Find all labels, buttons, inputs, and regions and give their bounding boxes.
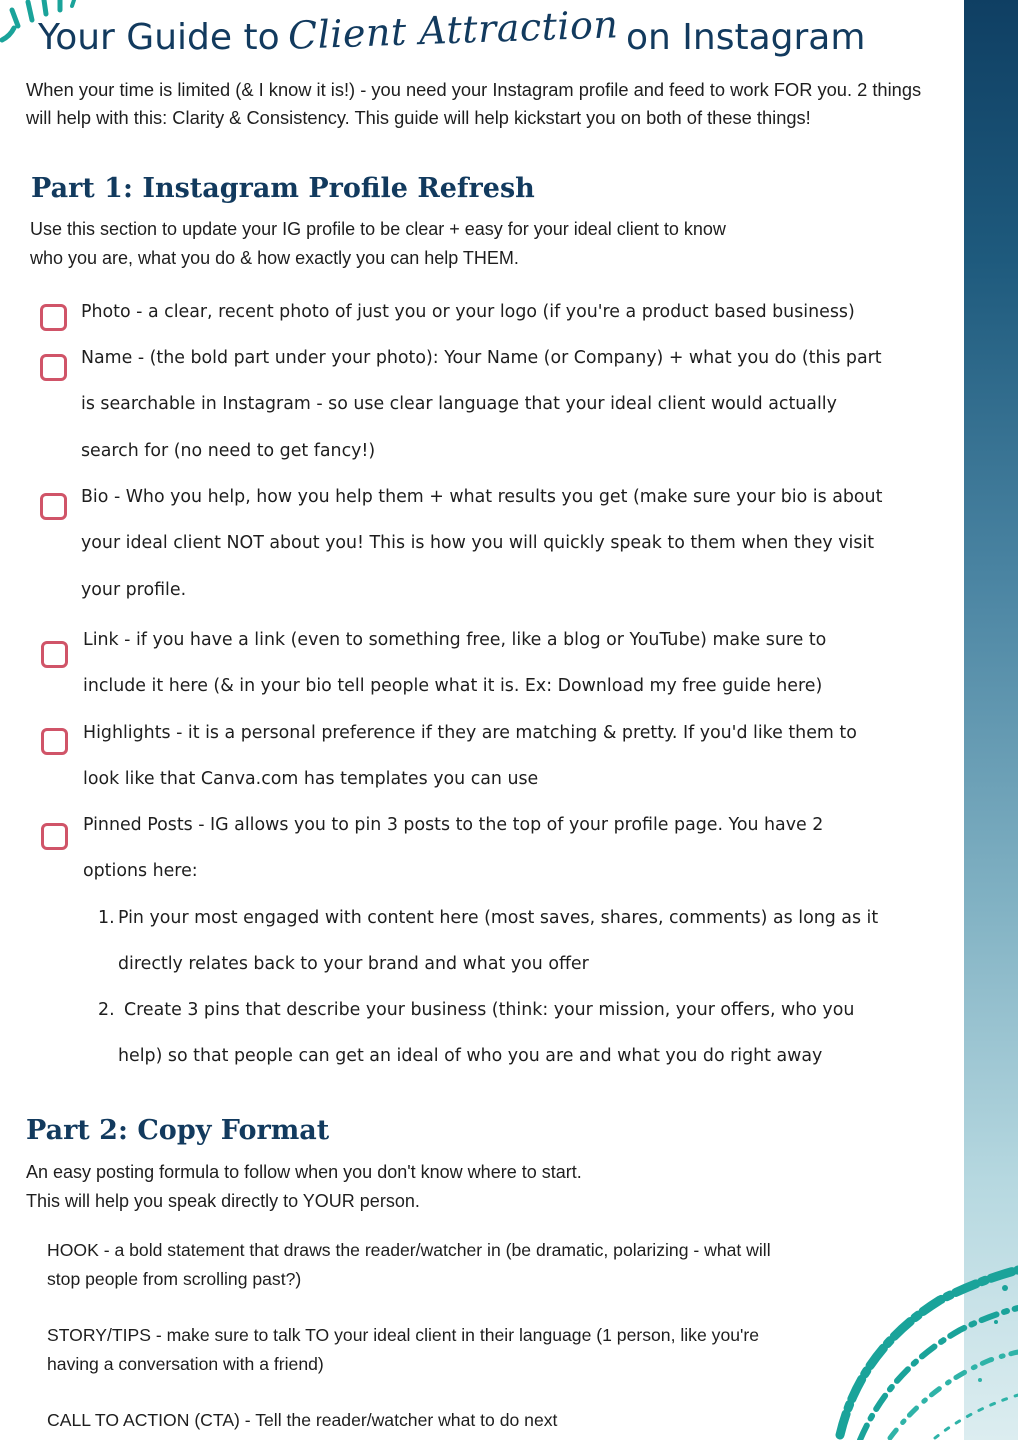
- checklist-item-link: [83, 617, 826, 710]
- item-label: Highlights: [83, 723, 171, 743]
- option-line: directly relates back to your brand and what you offer: [118, 954, 589, 975]
- item-line: is searchable in Instagram - so use clear language that your ideal client would actually: [81, 394, 837, 415]
- option-number: 2.: [98, 1000, 115, 1020]
- checklist-item-name: [81, 335, 882, 474]
- checklist-item-highlights: [83, 710, 857, 803]
- title-script: Client Attraction: [286, 2, 619, 58]
- formula-hook: [47, 1236, 771, 1293]
- part2-heading: Part 2: Copy Format: [26, 1115, 330, 1146]
- item-line: - Who you help, how you help them + what results you get (make sure your bio is about: [113, 487, 883, 507]
- item-label: Name: [81, 348, 133, 368]
- intro-paragraph: When your time is limited (& I know it is!) - you need your Instagram profile and feed to work FOR you. 2 things will help with this: Clarity & Consistency. This guide will help kickstart you on both of these things!: [26, 79, 922, 129]
- part2-desc-line: An easy posting formula to follow when you don't know where to start.: [26, 1162, 582, 1182]
- item-line: your profile.: [81, 579, 187, 600]
- option-line: Create 3 pins that describe your business (think: your mission, your offers, who you: [124, 1000, 855, 1020]
- photo-checkbox[interactable]: [40, 304, 67, 331]
- item-line: - it is a personal preference if they are matching & pretty. If you'd like them to: [176, 723, 857, 743]
- part1-desc-line: Use this section to update your IG profile to be clear + easy for your ideal client to know: [30, 219, 726, 239]
- item-label: Pinned Posts: [83, 815, 193, 835]
- highlights-checkbox[interactable]: [41, 728, 68, 755]
- item-line: include it here (& in your bio tell people what it is. Ex: Download my free guide here): [83, 676, 823, 697]
- checklist-item-bio: [81, 474, 882, 613]
- sidebar-gradient-band: [964, 0, 1018, 1440]
- checklist-item-photo: [81, 289, 855, 335]
- item-label: Link: [83, 630, 119, 650]
- formula-story-tips: [47, 1321, 759, 1378]
- option-line: Pin your most engaged with content here (most saves, shares, comments) as long as it: [118, 908, 879, 928]
- name-checkbox[interactable]: [40, 354, 67, 381]
- item-label: Photo: [81, 302, 131, 322]
- option-number: 1.: [98, 908, 115, 928]
- page-title: [38, 2, 866, 58]
- item-line: look like that Canva.com has templates you can use: [83, 769, 539, 790]
- bio-checkbox[interactable]: [40, 493, 67, 520]
- item-line: - (the bold part under your photo): Your Name (or Company) + what you do (this part: [137, 348, 882, 368]
- link-checkbox[interactable]: [41, 641, 68, 668]
- formula-line: HOOK - a bold statement that draws the reader/watcher in (be dramatic, polarizing - what will: [47, 1240, 771, 1260]
- part1-description: [30, 215, 726, 272]
- pinned-posts-checkbox[interactable]: [41, 823, 68, 850]
- title-suffix: on Instagram: [625, 17, 866, 58]
- part1-desc-line: who you are, what you do & how exactly you can help THEM.: [30, 247, 519, 268]
- formula-line: STORY/TIPS - make sure to talk TO your ideal client in their language (1 person, like you're: [47, 1325, 760, 1345]
- item-label: Bio: [81, 487, 109, 507]
- item-line: your ideal client NOT about you! This is how you will quickly speak to them when they visit: [81, 533, 875, 554]
- item-line: options here:: [83, 861, 198, 882]
- formula-cta: [47, 1406, 557, 1435]
- title-prefix: Your Guide to: [38, 17, 280, 58]
- teal-swirl-decoration: [820, 1260, 1018, 1440]
- formula-line: stop people from scrolling past?): [47, 1268, 302, 1289]
- checklist-item-pinned-posts: [83, 802, 823, 895]
- item-line: - if you have a link (even to something free, like a blog or YouTube) make sure to: [124, 630, 827, 650]
- formula-line: CALL TO ACTION (CTA) - Tell the reader/watcher what to do next: [47, 1410, 558, 1430]
- part1-heading: Part 1: Instagram Profile Refresh: [31, 173, 535, 204]
- part2-desc-line: This will help you speak directly to YOUR person.: [26, 1190, 420, 1211]
- part2-description: [26, 1158, 582, 1215]
- formula-line: having a conversation with a friend): [47, 1353, 324, 1374]
- item-line: search for (no need to get fancy!): [81, 440, 376, 461]
- option-line: help) so that people can get an ideal of who you are and what you do right away: [118, 1046, 823, 1067]
- item-line: - a clear, recent photo of just you or your logo (if you're a product based business): [136, 302, 855, 322]
- item-line: - IG allows you to pin 3 posts to the top of your profile page. You have 2: [198, 815, 824, 835]
